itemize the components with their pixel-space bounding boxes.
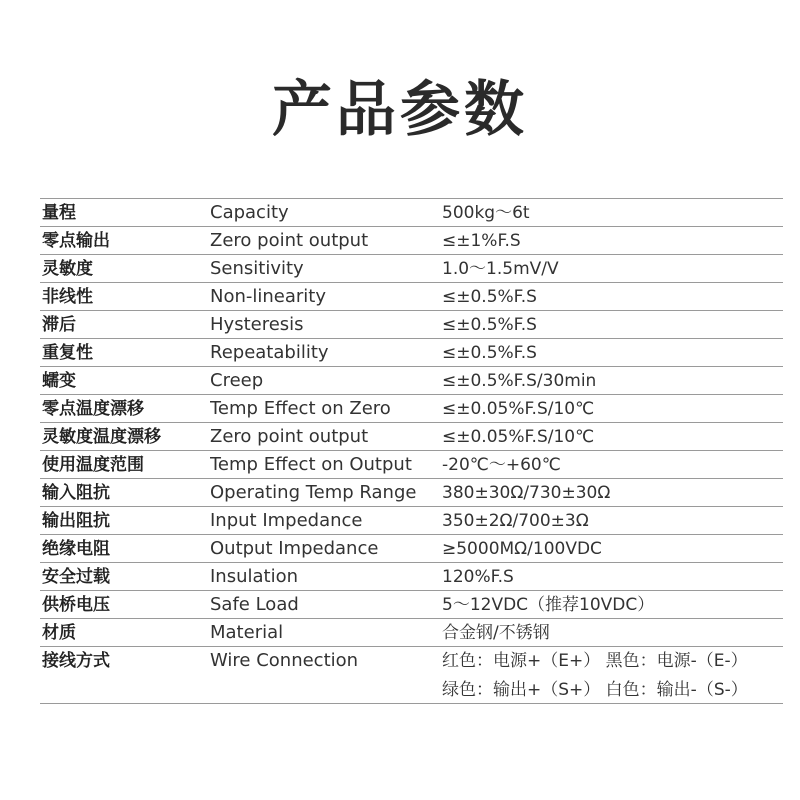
spec-label-cn: 重复性: [42, 343, 93, 363]
spec-value: ≤±1%F.S: [442, 231, 521, 251]
spec-value: 1.0～1.5mV/V: [442, 259, 559, 279]
spec-value: 380±30Ω/730±30Ω: [442, 483, 611, 503]
spec-label-en: Material: [210, 622, 284, 643]
spec-label-en: Insulation: [210, 566, 299, 587]
spec-value: ≤±0.5%F.S: [442, 287, 537, 307]
spec-label-en: Wire Connection: [210, 650, 359, 671]
spec-label-en: Zero point output: [210, 230, 369, 251]
spec-label-en: Capacity: [210, 202, 289, 223]
spec-row-safe-load: [40, 563, 783, 591]
spec-value: ≥5000MΩ/100VDC: [442, 539, 602, 559]
spec-label-cn: 供桥电压: [42, 595, 110, 615]
spec-row-hysteresis: [40, 311, 783, 339]
spec-label-cn: 绝缘电阻: [42, 539, 110, 559]
spec-row-creep: [40, 367, 783, 395]
spec-label-en: Creep: [210, 370, 264, 391]
spec-label-cn: 蠕变: [42, 371, 76, 391]
spec-label-cn: 滞后: [42, 315, 76, 335]
spec-row-repeatability: [40, 339, 783, 367]
spec-row-supply-voltage: [40, 591, 783, 619]
spec-value: 120%F.S: [442, 567, 514, 587]
spec-label-en: Temp Effect on Output: [210, 454, 412, 475]
spec-label-en: Hysteresis: [210, 314, 304, 335]
spec-table: [40, 198, 783, 704]
spec-label-en: Sensitivity: [210, 258, 304, 279]
spec-label-cn: 零点温度漂移: [42, 399, 144, 419]
spec-row-insulation: [40, 535, 783, 563]
spec-label-cn: 使用温度范围: [42, 455, 144, 475]
spec-row-material: [40, 619, 783, 647]
spec-label-cn: 安全过载: [42, 567, 110, 587]
spec-row-sensitivity: [40, 255, 783, 283]
spec-row-zero-temp-drift: [40, 395, 783, 423]
spec-row-zero-output: [40, 227, 783, 255]
spec-label-cn: 零点输出: [42, 231, 110, 251]
spec-value-wire: [442, 647, 783, 705]
spec-row-input-impedance: [40, 479, 783, 507]
spec-label-cn: 接线方式: [42, 651, 110, 671]
spec-label-en: Operating Temp Range: [210, 482, 417, 503]
spec-value: -20℃～+60℃: [442, 455, 561, 475]
wire-line-signal: 绿色：输出+（S+） 白色：输出-（S-）: [442, 680, 748, 700]
spec-label-en: Input Impedance: [210, 510, 363, 531]
spec-value: 350±2Ω/700±3Ω: [442, 511, 589, 531]
spec-value: 5～12VDC（推荐10VDC）: [442, 595, 655, 615]
spec-value: ≤±0.05%F.S/10℃: [442, 399, 595, 419]
spec-row-sensitivity-temp-drift: [40, 423, 783, 451]
spec-label-en: Temp Effect on Zero: [210, 398, 391, 419]
spec-value: ≤±0.5%F.S: [442, 343, 537, 363]
spec-row-operating-temp: [40, 451, 783, 479]
spec-row-output-impedance: [40, 507, 783, 535]
spec-value: ≤±0.5%F.S: [442, 315, 537, 335]
spec-label-en: Non-linearity: [210, 286, 327, 307]
spec-label-en: Repeatability: [210, 342, 329, 363]
spec-label-cn: 材质: [42, 623, 76, 643]
spec-label-en: Output Impedance: [210, 538, 379, 559]
spec-label-cn: 灵敏度温度漂移: [42, 427, 161, 447]
spec-row-non-linearity: [40, 283, 783, 311]
spec-label-en: Zero point output: [210, 426, 369, 447]
spec-label-cn: 输出阻抗: [42, 511, 110, 531]
spec-label-cn: 输入阻抗: [42, 483, 110, 503]
spec-label-en: Safe Load: [210, 594, 299, 615]
spec-value: 500kg～6t: [442, 203, 530, 223]
wire-line-power: 红色：电源+（E+） 黑色：电源-（E-）: [442, 651, 748, 671]
spec-value: ≤±0.05%F.S/10℃: [442, 427, 595, 447]
spec-value: ≤±0.5%F.S/30min: [442, 371, 597, 391]
spec-row-wire-connection: [40, 647, 783, 704]
spec-label-cn: 非线性: [42, 287, 93, 307]
spec-value: 合金钢/不锈钢: [442, 623, 550, 643]
spec-label-cn: 灵敏度: [42, 259, 93, 279]
page-title: 产品参数: [272, 75, 528, 145]
spec-row-capacity: [40, 199, 783, 227]
spec-label-cn: 量程: [42, 203, 76, 223]
